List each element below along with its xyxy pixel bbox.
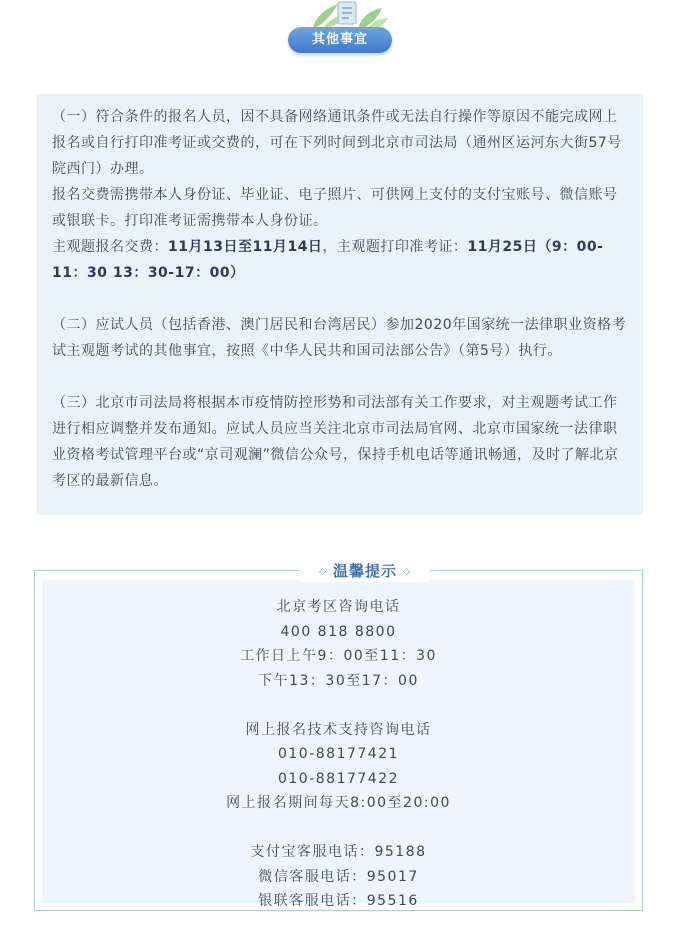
schedule-dates-fee: 11月13日至11月14日	[168, 239, 323, 255]
section-1-requirements: 报名交费需携带本人身份证、毕业证、电子照片、可供网上支付的支付宝账号、微信账号或银联卡。打印准考证需携带本人身份证。	[52, 187, 618, 229]
schedule-label-fee: 主观题报名交费：	[52, 239, 168, 255]
tips-line: 010-88177422	[277, 770, 400, 787]
tips-line	[42, 816, 635, 841]
tips-line: 网上报名期间每天8:00至20:00	[226, 795, 451, 811]
tips-line: 北京考区咨询电话	[276, 599, 401, 615]
tips-line	[42, 693, 635, 718]
schedule-dates-admission: 11月25日（9：00-11：30 13：30-17：00）	[52, 239, 604, 281]
notice-panel	[36, 94, 643, 515]
section-2-paragraph: （二）应试人员（包括香港、澳门居民和台湾居民）参加2020年国家统一法律职业资格考试主观题考试的其他事宜，按照《中华人民共和国司法部公告》（第5号）执行。	[52, 317, 627, 359]
diamond-icon: ◇	[319, 567, 327, 577]
tips-title-text: 温馨提示	[332, 562, 397, 580]
tips-lines	[42, 595, 635, 914]
tips-content-area	[42, 580, 635, 909]
tips-line: 010-88177421	[277, 746, 400, 762]
tips-line: 工作日上午9：00至11：30	[240, 648, 437, 664]
section-title-badge: 其他事宜	[288, 27, 392, 53]
section-1-paragraph: （一）符合条件的报名人员，因不具备网络通讯条件或无法自行操作等原因不能完成网上报名或自行打印准考证或交费的，可在下列时间到北京市司法局（通州区运河东大街57号院西门）办理。	[52, 109, 622, 177]
schedule-label-admission: ，主观题打印准考证：	[322, 239, 468, 255]
tips-line: 下午13：30至17：00	[258, 672, 419, 689]
tips-line: 银联客服电话：95516	[258, 893, 419, 909]
tips-line: 400 818 8800	[280, 623, 397, 640]
section-3-paragraph: （三）北京市司法局将根据本市疫情防控形势和司法部有关工作要求，对主观题考试工作进行相应调整并发布通知。应试人员应当关注北京市司法局官网、北京市国家统一法律职业资格考试管理平台或“京司观澜”微信公众号，保持手机电话等通讯畅通，及时了解北京考区的最新信息。	[52, 395, 619, 489]
section-header	[0, 0, 690, 60]
tips-line: 网上报名技术支持咨询电话	[245, 721, 432, 738]
section-1-schedule	[52, 234, 627, 286]
tips-line: 支付宝客服电话：95188	[250, 844, 427, 860]
tips-title	[300, 560, 430, 582]
tips-box	[34, 562, 643, 911]
diamond-icon: ◇	[403, 567, 411, 577]
tips-line: 微信客服电话：95017	[258, 868, 419, 885]
